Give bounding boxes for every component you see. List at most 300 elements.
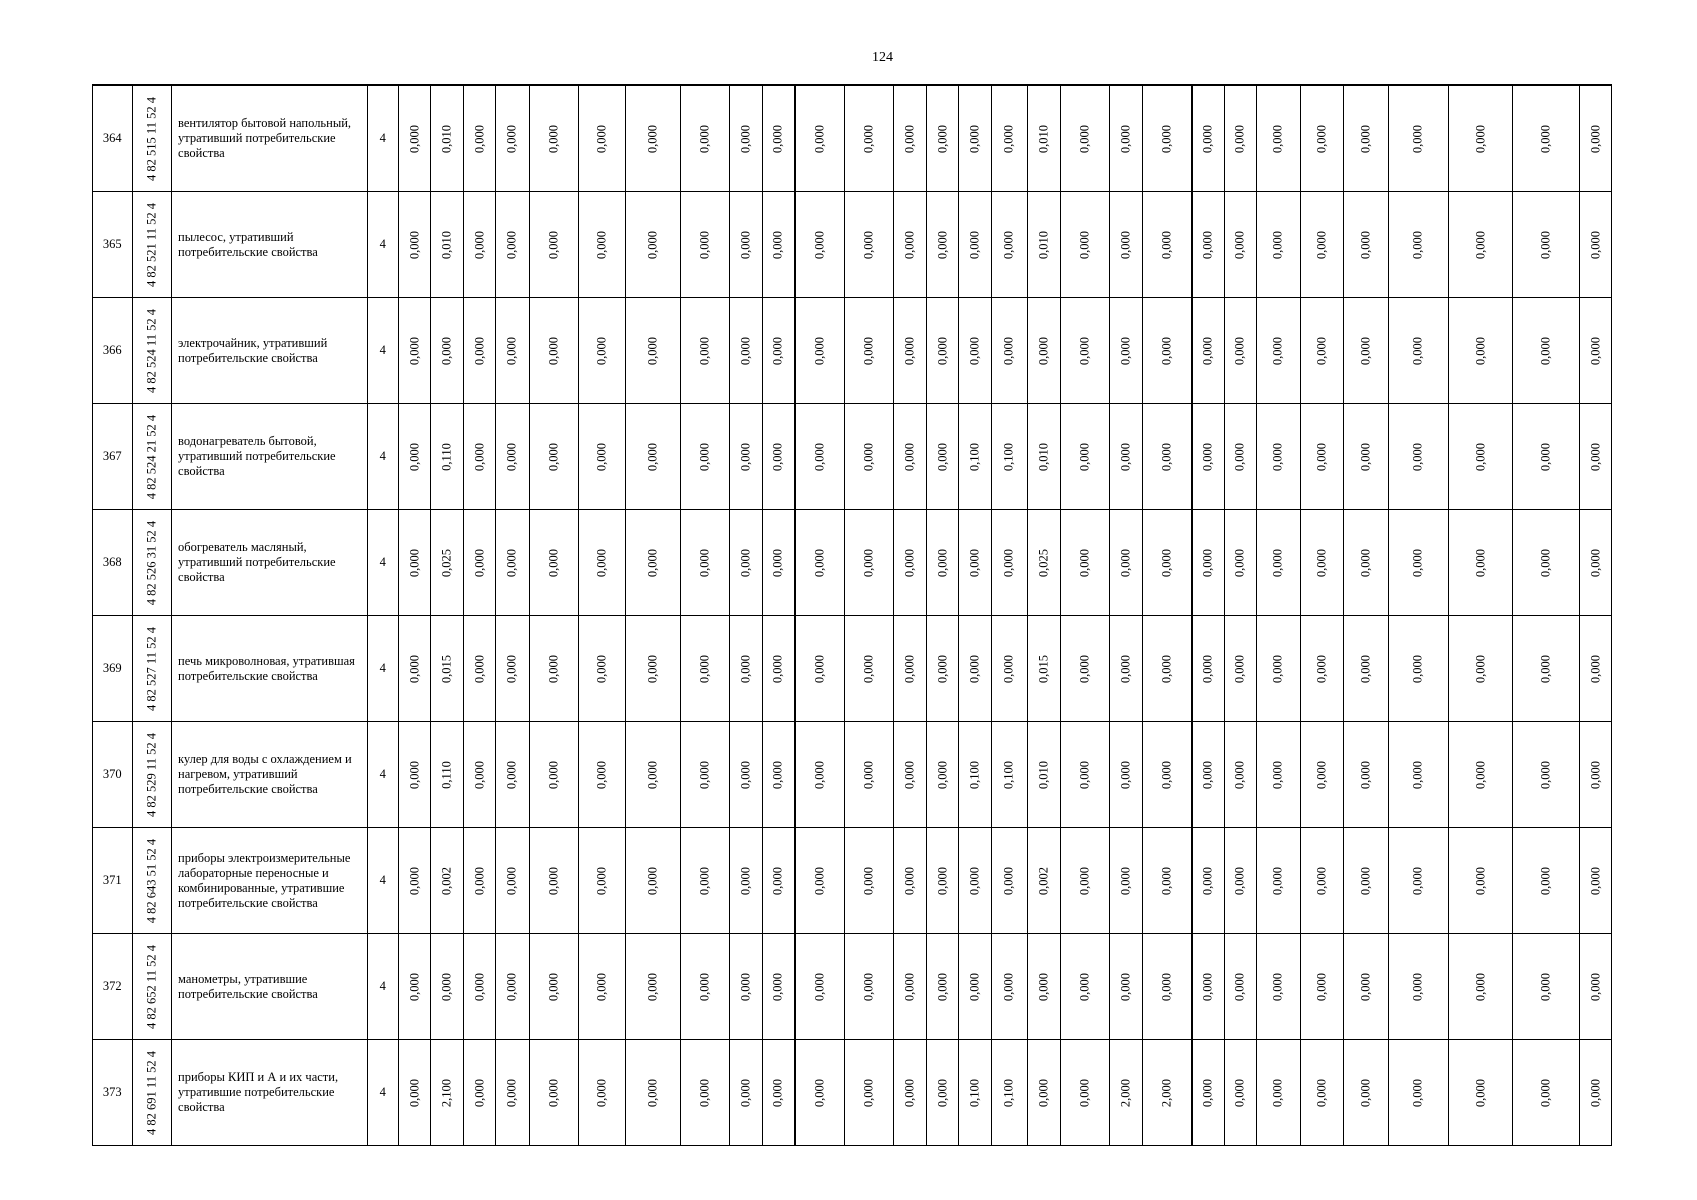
value-cell: [730, 510, 762, 616]
value-cell: [1224, 85, 1256, 192]
value-cell: [496, 934, 529, 1040]
value-text: 0,000: [1410, 972, 1425, 1001]
value-cell: [579, 192, 626, 298]
value-cell: [1513, 85, 1580, 192]
value-cell: [579, 934, 626, 1040]
value-cell: [625, 1040, 680, 1146]
value-cell: [1513, 298, 1580, 404]
value-text: 0,000: [1588, 654, 1603, 683]
value-text: 0,000: [697, 124, 712, 153]
table-row: [93, 298, 1612, 404]
table-row: [93, 616, 1612, 722]
value-text: 0,000: [504, 654, 519, 683]
waste-code: 4 82 529 11 52 4: [144, 732, 159, 817]
value-text: 0,000: [1473, 230, 1488, 259]
value-text: 0,000: [1200, 654, 1215, 683]
value-text: 0,000: [1410, 442, 1425, 471]
value-text: 0,015: [439, 654, 454, 683]
value-cell: [894, 1040, 926, 1146]
value-cell: [1224, 722, 1256, 828]
value-text: 0,000: [1232, 336, 1247, 365]
value-text: 0,000: [407, 1078, 422, 1107]
value-text: 0,000: [697, 336, 712, 365]
value-cell: [680, 1040, 730, 1146]
value-cell: [625, 934, 680, 1040]
value-cell: [1060, 1040, 1110, 1146]
value-text: 0,000: [407, 654, 422, 683]
value-cell: [1142, 85, 1192, 192]
value-cell: [1060, 934, 1110, 1040]
row-number: 371: [93, 828, 133, 934]
value-text: 0,000: [645, 1078, 660, 1107]
value-cell: [959, 404, 991, 510]
value-text: 0,000: [645, 972, 660, 1001]
value-cell: [1388, 722, 1448, 828]
value-cell: [496, 616, 529, 722]
value-cell: [844, 828, 894, 934]
value-cell: [1028, 616, 1060, 722]
value-text: 2,000: [1159, 1078, 1174, 1107]
value-text: 0,000: [1314, 336, 1329, 365]
value-text: 0,000: [1538, 654, 1553, 683]
waste-name: обогреватель масляный, утративший потребительские свойства: [172, 510, 368, 616]
value-cell: [1388, 828, 1448, 934]
value-cell: [795, 404, 845, 510]
value-cell: [463, 828, 495, 934]
value-text: 0,000: [1410, 124, 1425, 153]
value-text: 0,000: [1159, 654, 1174, 683]
value-cell: [431, 404, 463, 510]
value-text: 0,000: [967, 336, 982, 365]
value-cell: [680, 192, 730, 298]
value-text: 0,000: [1118, 972, 1133, 1001]
value-text: 0,000: [1270, 1078, 1285, 1107]
value-text: 0,000: [1538, 972, 1553, 1001]
value-cell: [926, 192, 958, 298]
value-cell: [844, 192, 894, 298]
value-cell: [1224, 616, 1256, 722]
value-cell: [529, 616, 579, 722]
value-text: 0,000: [1314, 230, 1329, 259]
value-cell: [1257, 510, 1301, 616]
value-cell: [844, 404, 894, 510]
value-text: 0,000: [1077, 336, 1092, 365]
value-text: 0,000: [1232, 230, 1247, 259]
value-cell: [529, 934, 579, 1040]
value-cell: [399, 192, 431, 298]
value-cell: [762, 85, 794, 192]
value-text: 0,000: [407, 866, 422, 895]
value-cell: [1060, 510, 1110, 616]
value-text: 0,000: [1538, 442, 1553, 471]
value-cell: [926, 616, 958, 722]
value-text: 0,000: [1232, 972, 1247, 1001]
value-text: 0,000: [1077, 654, 1092, 683]
value-text: 0,000: [504, 230, 519, 259]
value-text: 0,000: [1159, 442, 1174, 471]
value-cell: [959, 616, 991, 722]
value-cell: [730, 192, 762, 298]
value-cell: [1388, 404, 1448, 510]
value-text: 0,000: [1410, 760, 1425, 789]
value-cell: [1448, 192, 1513, 298]
value-text: 0,000: [1473, 760, 1488, 789]
value-cell: [496, 510, 529, 616]
value-cell: [1513, 722, 1580, 828]
value-cell: [926, 1040, 958, 1146]
value-cell: [1300, 192, 1344, 298]
value-text: 0,000: [1588, 548, 1603, 577]
value-cell: [529, 722, 579, 828]
value-cell: [795, 828, 845, 934]
value-text: 0,000: [407, 760, 422, 789]
value-text: 0,000: [1200, 124, 1215, 153]
value-text: 0,000: [738, 336, 753, 365]
table-row: [93, 510, 1612, 616]
value-cell: [1142, 616, 1192, 722]
value-text: 0,000: [902, 1078, 917, 1107]
value-cell: [795, 1040, 845, 1146]
value-cell: [991, 404, 1027, 510]
page-number: 124: [872, 50, 893, 65]
value-text: 0,000: [1077, 548, 1092, 577]
value-cell: [1028, 298, 1060, 404]
value-cell: [399, 404, 431, 510]
value-text: 0,000: [697, 548, 712, 577]
value-cell: [1300, 85, 1344, 192]
value-text: 0,000: [1473, 654, 1488, 683]
waste-name: водонагреватель бытовой, утративший потребительские свойства: [172, 404, 368, 510]
value-cell: [1142, 510, 1192, 616]
value-cell: [1142, 1040, 1192, 1146]
value-cell: [1580, 1040, 1612, 1146]
waste-code: 4 82 643 51 52 4: [144, 838, 159, 923]
value-text: 0,000: [1588, 230, 1603, 259]
value-cell: [730, 85, 762, 192]
value-cell: [1344, 85, 1389, 192]
value-cell: [1580, 616, 1612, 722]
value-text: 0,010: [439, 230, 454, 259]
value-text: 0,000: [1270, 548, 1285, 577]
value-cell: [1224, 934, 1256, 1040]
value-cell: [1300, 934, 1344, 1040]
waste-name: печь микроволновая, утратившая потребительские свойства: [172, 616, 368, 722]
value-text: 0,000: [594, 124, 609, 153]
value-cell: [680, 404, 730, 510]
waste-name: вентилятор бытовой напольный, утративший потребительские свойства: [172, 85, 368, 192]
value-cell: [762, 722, 794, 828]
value-text: 0,000: [1270, 230, 1285, 259]
value-text: 0,110: [439, 442, 454, 471]
value-cell: [1448, 404, 1513, 510]
value-text: 0,000: [1588, 1078, 1603, 1107]
value-cell: [730, 934, 762, 1040]
value-text: 0,000: [546, 230, 561, 259]
value-cell: [991, 616, 1027, 722]
value-cell: [431, 722, 463, 828]
value-text: 0,000: [861, 230, 876, 259]
value-text: 0,000: [812, 654, 827, 683]
value-cell: [762, 192, 794, 298]
value-cell: [1192, 404, 1224, 510]
value-text: 0,000: [738, 972, 753, 1001]
value-text: 0,010: [1036, 442, 1051, 471]
value-cell: [926, 934, 958, 1040]
value-text: 0,000: [1410, 866, 1425, 895]
value-cell: [1300, 1040, 1344, 1146]
value-cell: [926, 510, 958, 616]
value-cell: [579, 85, 626, 192]
value-text: 0,000: [1200, 866, 1215, 895]
value-text: 0,015: [1036, 654, 1051, 683]
value-text: 0,000: [967, 124, 982, 153]
value-cell: [1192, 85, 1224, 192]
value-cell: [625, 192, 680, 298]
value-cell: [431, 616, 463, 722]
value-cell: [926, 828, 958, 934]
row-number: 370: [93, 722, 133, 828]
value-cell: [894, 722, 926, 828]
value-text: 0,000: [861, 442, 876, 471]
value-cell: [1300, 828, 1344, 934]
value-cell: [1448, 298, 1513, 404]
value-cell: [795, 934, 845, 1040]
value-text: 0,000: [1159, 124, 1174, 153]
value-text: 0,000: [1001, 548, 1016, 577]
value-text: 0,000: [1314, 760, 1329, 789]
value-text: 0,000: [812, 760, 827, 789]
value-text: 0,000: [645, 760, 660, 789]
value-text: 0,000: [504, 336, 519, 365]
value-text: 0,000: [770, 654, 785, 683]
value-text: 0,000: [935, 866, 950, 895]
value-text: 0,000: [1314, 972, 1329, 1001]
value-cell: [1110, 404, 1142, 510]
value-text: 0,000: [1538, 760, 1553, 789]
hazard-class: 4: [367, 1040, 398, 1146]
value-cell: [399, 1040, 431, 1146]
value-cell: [529, 1040, 579, 1146]
value-text: 2,000: [1118, 1078, 1133, 1107]
value-cell: [959, 192, 991, 298]
value-text: 0,000: [738, 654, 753, 683]
value-cell: [1448, 1040, 1513, 1146]
value-cell: [680, 828, 730, 934]
value-text: 0,000: [902, 760, 917, 789]
value-text: 0,000: [1159, 230, 1174, 259]
value-text: 0,010: [1036, 760, 1051, 789]
value-text: 0,000: [594, 336, 609, 365]
value-cell: [844, 616, 894, 722]
value-cell: [1388, 616, 1448, 722]
value-text: 0,000: [1588, 760, 1603, 789]
value-text: 0,000: [770, 336, 785, 365]
value-text: 0,000: [1077, 230, 1092, 259]
value-text: 0,000: [1473, 336, 1488, 365]
value-cell: [680, 616, 730, 722]
value-text: 0,000: [1200, 1078, 1215, 1107]
value-cell: [1388, 192, 1448, 298]
value-cell: [1028, 85, 1060, 192]
value-cell: [730, 404, 762, 510]
value-text: 0,000: [472, 972, 487, 1001]
value-cell: [1192, 1040, 1224, 1146]
value-cell: [399, 616, 431, 722]
value-cell: [1028, 1040, 1060, 1146]
value-text: 0,000: [645, 866, 660, 895]
value-text: 0,000: [546, 548, 561, 577]
value-text: 0,100: [967, 760, 982, 789]
value-cell: [1110, 85, 1142, 192]
value-cell: [529, 828, 579, 934]
value-text: 0,000: [546, 442, 561, 471]
value-text: 0,000: [594, 654, 609, 683]
value-cell: [1110, 722, 1142, 828]
value-cell: [1192, 510, 1224, 616]
value-text: 0,000: [1077, 442, 1092, 471]
value-cell: [991, 192, 1027, 298]
value-text: 0,000: [1036, 1078, 1051, 1107]
value-text: 0,000: [697, 972, 712, 1001]
value-text: 0,000: [645, 230, 660, 259]
value-cell: [1300, 404, 1344, 510]
value-cell: [529, 404, 579, 510]
value-text: 0,000: [1538, 230, 1553, 259]
value-text: 0,000: [1358, 336, 1373, 365]
value-cell: [463, 192, 495, 298]
waste-code-cell: [132, 510, 172, 616]
value-cell: [1060, 722, 1110, 828]
value-cell: [463, 1040, 495, 1146]
value-text: 0,000: [1118, 336, 1133, 365]
value-cell: [1110, 298, 1142, 404]
value-cell: [1060, 404, 1110, 510]
value-text: 0,000: [1232, 124, 1247, 153]
value-text: 0,000: [1410, 230, 1425, 259]
waste-code: 4 82 524 11 52 4: [144, 308, 159, 393]
value-text: 0,000: [738, 442, 753, 471]
value-text: 0,000: [697, 866, 712, 895]
value-text: 0,000: [1538, 548, 1553, 577]
value-text: 0,000: [770, 548, 785, 577]
value-text: 0,000: [1473, 442, 1488, 471]
table-row: [93, 404, 1612, 510]
value-cell: [894, 85, 926, 192]
value-text: 0,000: [1200, 442, 1215, 471]
value-cell: [1300, 298, 1344, 404]
value-text: 0,000: [407, 230, 422, 259]
value-text: 0,000: [1270, 336, 1285, 365]
value-cell: [1388, 298, 1448, 404]
hazard-class: 4: [367, 934, 398, 1040]
value-text: 0,000: [1358, 548, 1373, 577]
row-number: 369: [93, 616, 133, 722]
value-text: 0,000: [1077, 1078, 1092, 1107]
value-cell: [926, 722, 958, 828]
value-text: 0,000: [1270, 760, 1285, 789]
value-cell: [1028, 510, 1060, 616]
value-cell: [959, 85, 991, 192]
value-text: 0,000: [1358, 866, 1373, 895]
table-row: [93, 722, 1612, 828]
value-cell: [926, 85, 958, 192]
value-cell: [579, 510, 626, 616]
value-text: 0,100: [1001, 442, 1016, 471]
value-cell: [894, 404, 926, 510]
value-cell: [1513, 192, 1580, 298]
hazard-class: 4: [367, 85, 398, 192]
value-cell: [762, 1040, 794, 1146]
value-cell: [1224, 1040, 1256, 1146]
value-text: 0,000: [594, 442, 609, 471]
value-cell: [680, 722, 730, 828]
value-text: 0,000: [645, 654, 660, 683]
value-text: 0,000: [472, 548, 487, 577]
value-text: 0,100: [967, 1078, 982, 1107]
value-cell: [762, 934, 794, 1040]
value-cell: [463, 404, 495, 510]
value-text: 0,000: [645, 548, 660, 577]
hazard-class: 4: [367, 722, 398, 828]
value-text: 0,000: [1588, 866, 1603, 895]
value-cell: [1513, 828, 1580, 934]
value-cell: [844, 1040, 894, 1146]
value-cell: [795, 85, 845, 192]
value-text: 0,000: [1410, 336, 1425, 365]
row-number: 364: [93, 85, 133, 192]
waste-code: 4 82 521 11 52 4: [144, 202, 159, 287]
value-text: 0,000: [1410, 1078, 1425, 1107]
value-text: 0,000: [902, 654, 917, 683]
value-cell: [399, 298, 431, 404]
value-cell: [625, 616, 680, 722]
value-text: 0,000: [812, 124, 827, 153]
value-cell: [894, 192, 926, 298]
value-text: 0,000: [697, 654, 712, 683]
value-cell: [795, 510, 845, 616]
row-number: 372: [93, 934, 133, 1040]
value-cell: [1192, 616, 1224, 722]
value-text: 0,000: [1358, 972, 1373, 1001]
value-text: 0,010: [1036, 124, 1051, 153]
value-text: 0,000: [1001, 866, 1016, 895]
value-cell: [1060, 192, 1110, 298]
value-text: 0,000: [1118, 866, 1133, 895]
value-text: 0,000: [861, 866, 876, 895]
value-text: 0,000: [861, 760, 876, 789]
value-text: 0,000: [645, 336, 660, 365]
value-text: 0,000: [1118, 442, 1133, 471]
value-cell: [844, 510, 894, 616]
value-cell: [795, 722, 845, 828]
value-text: 0,000: [504, 124, 519, 153]
value-text: 0,000: [935, 230, 950, 259]
value-cell: [1110, 1040, 1142, 1146]
waste-code-cell: [132, 85, 172, 192]
value-text: 0,000: [812, 336, 827, 365]
value-cell: [1580, 828, 1612, 934]
value-text: 0,000: [1270, 124, 1285, 153]
waste-name: пылесос, утративший потребительские свойства: [172, 192, 368, 298]
value-cell: [762, 404, 794, 510]
value-text: 0,100: [967, 442, 982, 471]
value-text: 0,000: [472, 230, 487, 259]
value-cell: [496, 722, 529, 828]
waste-code: 4 82 691 11 52 4: [144, 1050, 159, 1135]
value-text: 0,000: [967, 548, 982, 577]
value-text: 0,000: [935, 654, 950, 683]
value-text: 0,000: [1077, 760, 1092, 789]
